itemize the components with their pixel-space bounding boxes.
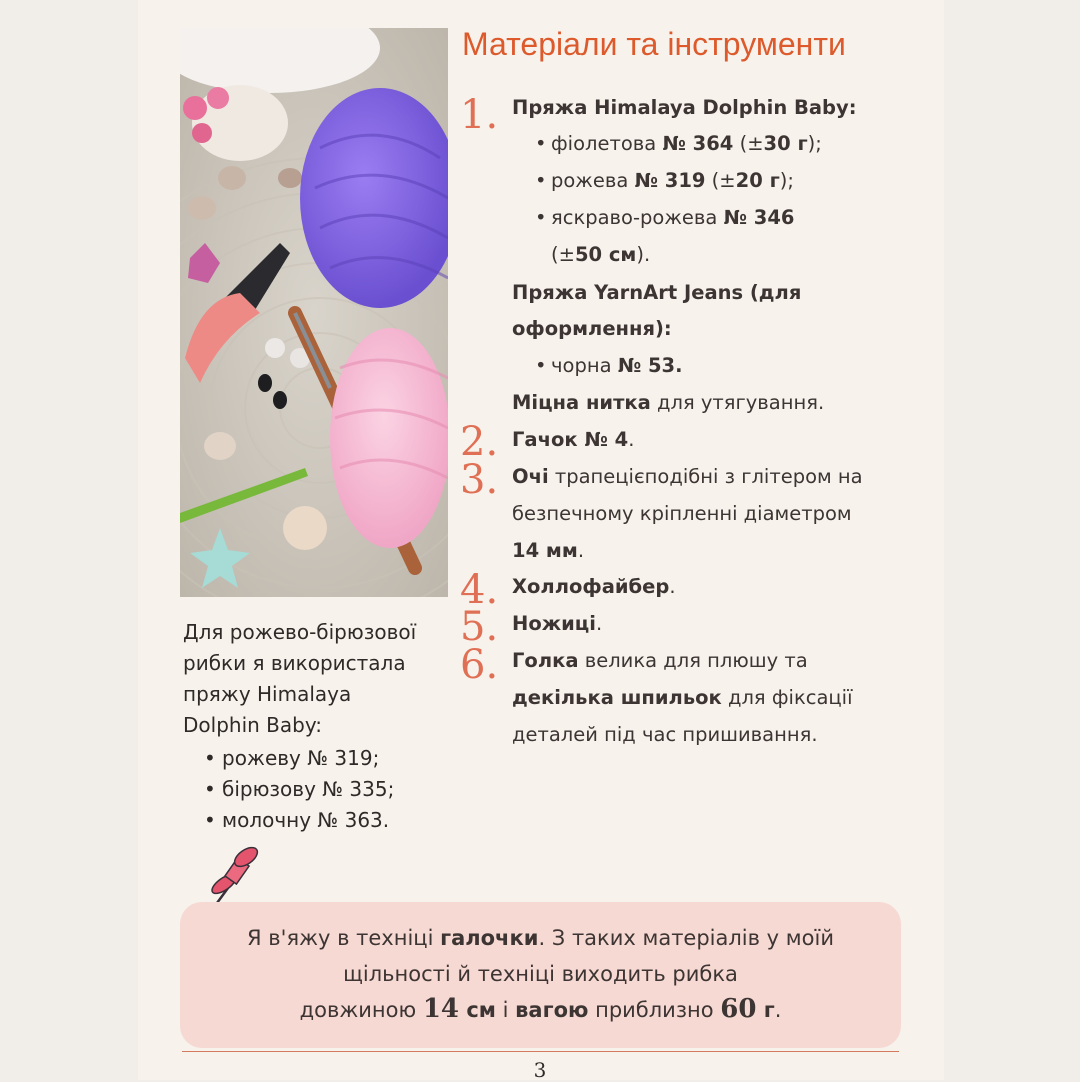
yarn-black: • чорна № 53. — [551, 354, 683, 378]
yarn-jeans-title-2: оформлення): — [512, 317, 672, 340]
needle: Голка велика для плюшу та — [512, 649, 808, 672]
item-number-6: 6. — [460, 642, 499, 688]
item-number-4: 4. — [460, 567, 499, 613]
yarn-violet: • фіолетова № 364 (±30 г); — [551, 132, 822, 156]
side-text-line-1: Для рожево-бірюзової — [183, 620, 417, 644]
yarn-bright-pink-amount: (±50 см). — [551, 243, 651, 266]
page-title: Матеріали та інструменти — [462, 26, 846, 62]
yarn-bright-pink: • яскраво-рожева № 346 — [551, 206, 795, 230]
note-line-3: довжиною 14 см і вагою приблизно 60 г. — [299, 994, 782, 1024]
strong-thread: Міцна нитка для утягування. — [512, 391, 825, 414]
item-number-1: 1. — [460, 92, 499, 138]
footer-divider — [182, 1051, 899, 1052]
pins: декілька шпильок для фіксації — [512, 686, 853, 709]
pins-line-3: деталей під час пришивання. — [512, 723, 818, 746]
item-number-3: 3. — [460, 457, 499, 503]
eyes: Очі трапецієподібні з глітером на — [512, 465, 863, 488]
page-number: 3 — [533, 1058, 547, 1082]
note-line-2: щільності й техніці виходить рибка — [343, 962, 738, 986]
note-box — [180, 902, 901, 1048]
materials-photo — [180, 28, 448, 597]
side-text-line-2: рибки я використала — [183, 651, 406, 675]
hook: Гачок № 4. — [512, 428, 635, 451]
side-list-item: • бірюзову № 335; — [222, 777, 394, 801]
yarn-himalaya-title: Пряжа Himalaya Dolphin Baby: — [512, 96, 857, 119]
side-text-line-3: пряжу Himalaya — [183, 682, 352, 706]
scissors: Ножиці. — [512, 612, 603, 635]
side-text-line-4: Dolphin Baby: — [183, 713, 322, 737]
item-number-5: 5. — [460, 604, 499, 650]
note-line-1: Я в'яжу в техніці галочки. З таких матеріалів у моїй — [247, 926, 834, 950]
hollofiber: Холлофайбер. — [512, 575, 676, 598]
side-list-item: • рожеву № 319; — [222, 746, 379, 770]
eyes-line-2: безпечному кріпленні діаметром — [512, 502, 852, 525]
yarn-pink: • рожева № 319 (±20 г); — [551, 169, 794, 193]
item-number-2: 2. — [460, 419, 499, 465]
eyes-line-3: 14 мм. — [512, 539, 585, 562]
yarn-jeans-title: Пряжа YarnArt Jeans (для — [512, 281, 802, 304]
side-list-item: • молочну № 363. — [222, 808, 389, 832]
